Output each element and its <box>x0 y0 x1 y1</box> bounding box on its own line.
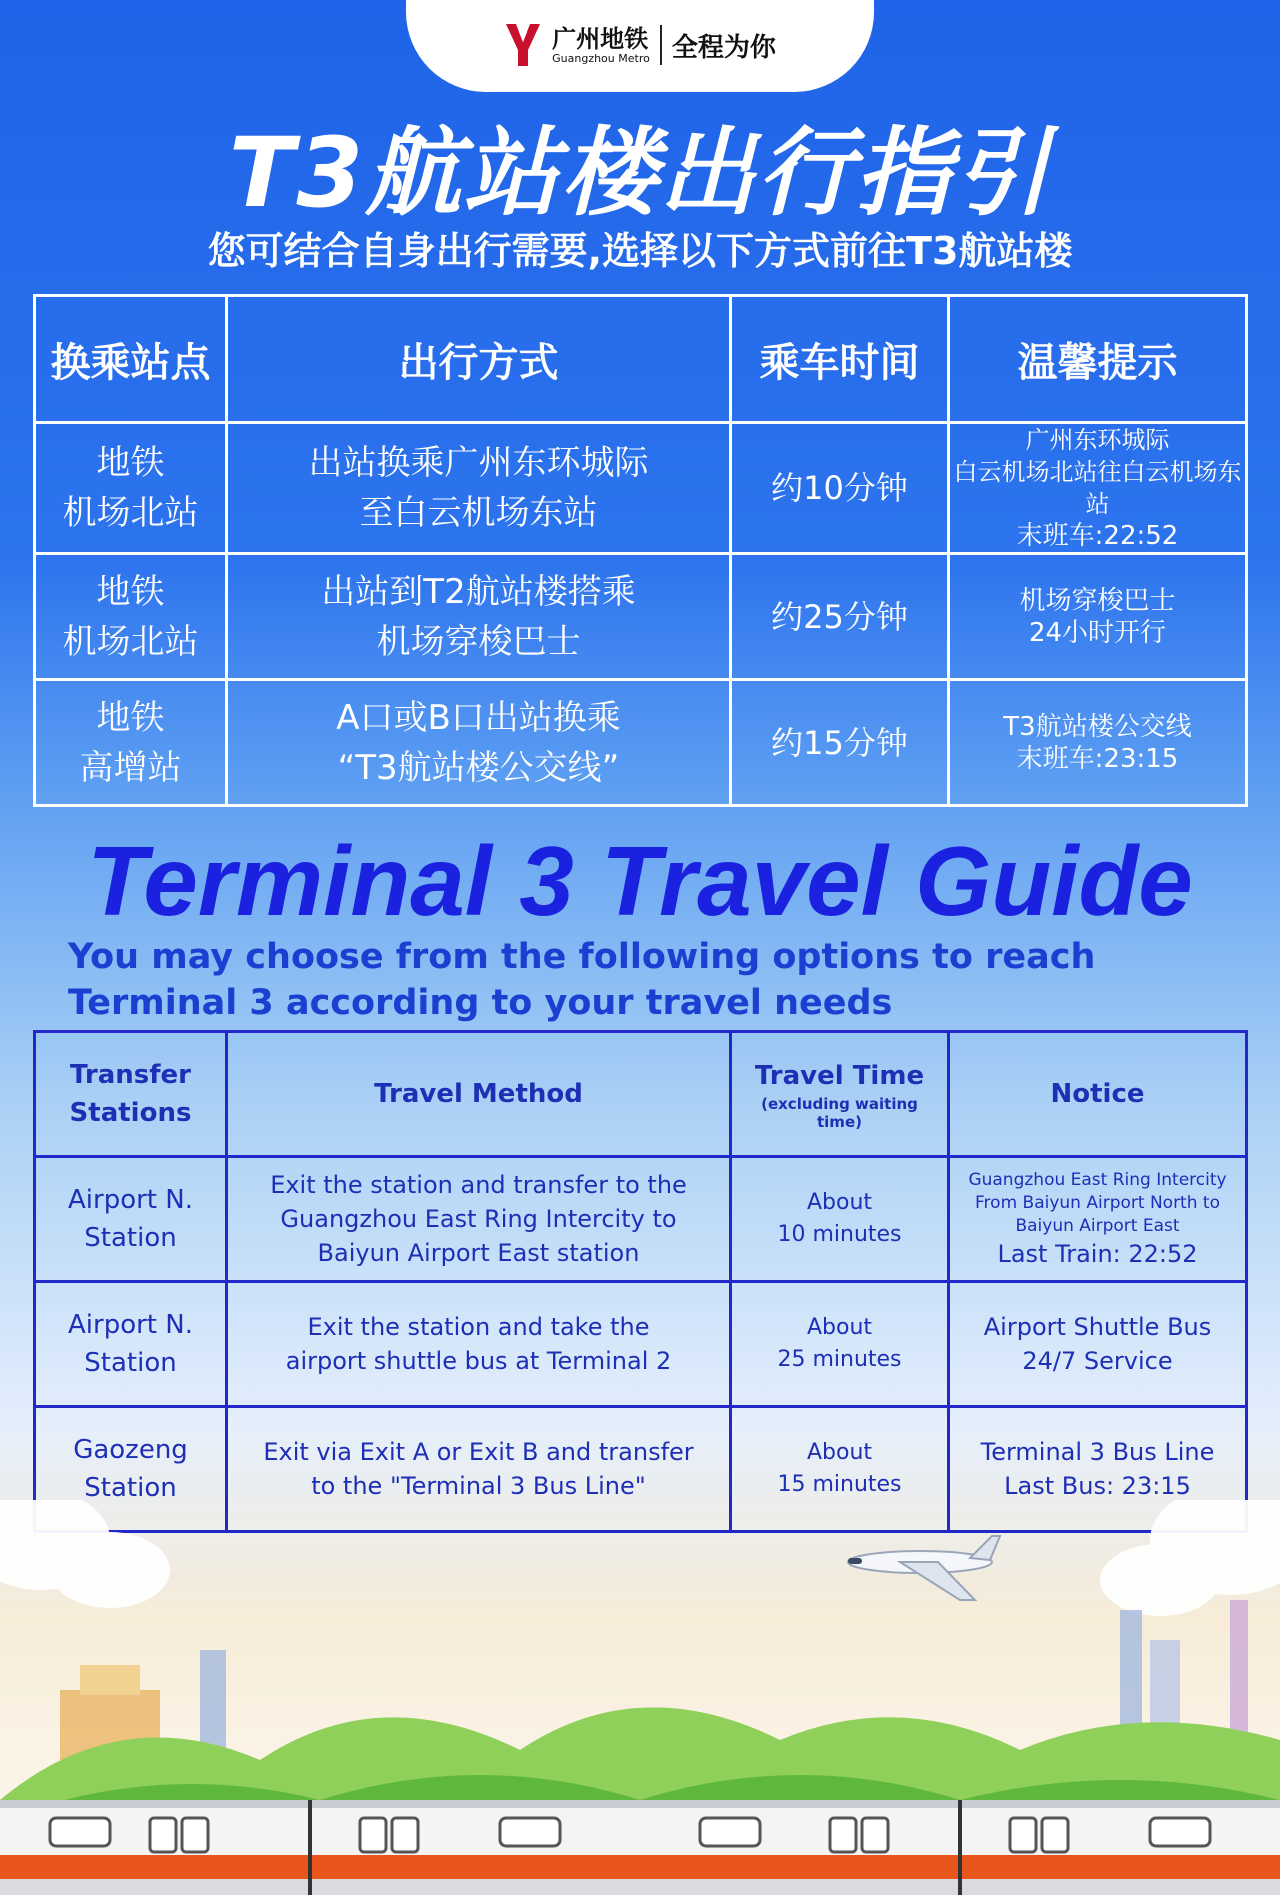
notice-line: 广州东环城际 <box>1025 426 1170 454</box>
notice-line: From Baiyun Airport North to <box>975 1192 1220 1213</box>
header-time <box>731 1032 949 1157</box>
travel-table-cn <box>33 294 1248 807</box>
notice-line: Airport Shuttle Bus <box>983 1313 1212 1341</box>
header-station-line: Transfer <box>70 1060 191 1090</box>
header-notice: 温馨提示 <box>949 296 1247 423</box>
station-cell <box>35 1282 227 1407</box>
table-header-row <box>35 296 1247 423</box>
method-line: to the "Terminal 3 Bus Line" <box>311 1472 646 1500</box>
time-cell: 约10分钟 <box>731 423 949 554</box>
notice-cell <box>949 680 1247 806</box>
header-station-line: Stations <box>69 1098 192 1128</box>
cloud-icon <box>0 1500 1280 1616</box>
method-cell <box>227 423 731 554</box>
notice-line: 机场穿梭巴士 <box>1019 585 1176 616</box>
method-cell <box>227 554 731 680</box>
notice-line: 白云机场北站往白云机场东站 <box>953 458 1242 518</box>
logo-divider <box>660 25 662 65</box>
time-line: About <box>806 1315 873 1340</box>
notice-line: 24小时开行 <box>1028 617 1167 648</box>
table-header-row <box>35 1032 1247 1157</box>
notice-line: 末班车:22:52 <box>1016 521 1179 551</box>
table-row <box>35 1282 1247 1407</box>
station-line: 地铁 <box>96 443 165 483</box>
notice-line: 24/7 Service <box>1022 1347 1173 1375</box>
station-line: 机场北站 <box>62 493 199 533</box>
station-line: Airport N. <box>68 1310 193 1340</box>
city-scenery-illustration <box>0 1500 1280 1895</box>
station-line: 高增站 <box>79 747 182 788</box>
method-line: Guangzhou East Ring Intercity to <box>280 1205 677 1233</box>
method-line: 出站换乘广州东环城际 <box>308 443 649 483</box>
header-notice: Notice <box>949 1032 1247 1157</box>
station-line: Station <box>84 1223 177 1253</box>
method-line: “T3航站楼公交线” <box>337 747 620 788</box>
notice-line: Terminal 3 Bus Line <box>980 1438 1215 1466</box>
time-line: About <box>806 1190 873 1215</box>
notice-line: 末班车:23:15 <box>1016 743 1179 774</box>
method-line: 至白云机场东站 <box>359 493 598 533</box>
method-cell <box>227 1157 731 1282</box>
station-line: Station <box>84 1348 177 1378</box>
travel-table-en <box>33 1030 1248 1533</box>
header-method: 出行方式 <box>227 296 731 423</box>
station-line: Airport N. <box>68 1185 193 1215</box>
brand-name-en: Guangzhou Metro <box>552 51 650 65</box>
notice-line: Baiyun Airport East <box>1015 1215 1180 1236</box>
station-line: 地铁 <box>96 697 165 738</box>
time-cell <box>731 1282 949 1407</box>
notice-cell <box>949 1157 1247 1282</box>
method-cell <box>227 680 731 806</box>
header-time-sub: (excluding waiting time) <box>761 1095 918 1131</box>
method-line: 机场穿梭巴士 <box>376 621 581 662</box>
subtitle-en: You may choose from the following options to reach Terminal 3 according to your travel needs <box>68 937 1096 1023</box>
title-en: Terminal 3 Travel Guide <box>87 826 1193 936</box>
station-line: Gaozeng <box>73 1435 188 1465</box>
station-cell <box>35 1157 227 1282</box>
header-station <box>35 1032 227 1157</box>
title-cn: T3航站楼出行指引 <box>228 117 1052 229</box>
header-time: 乘车时间 <box>731 296 949 423</box>
airplane-icon <box>848 1536 1000 1600</box>
method-line: Exit via Exit A or Exit B and transfer <box>263 1438 694 1466</box>
time-cell: 约25分钟 <box>731 554 949 680</box>
time-cell: 约15分钟 <box>731 680 949 806</box>
station-cell <box>35 554 227 680</box>
notice-cell <box>949 554 1247 680</box>
method-line: Exit the station and transfer to the <box>270 1171 687 1199</box>
time-line: About <box>806 1440 873 1465</box>
notice-line: Last Bus: 23:15 <box>1004 1472 1191 1500</box>
method-line: Exit the station and take the <box>307 1313 650 1341</box>
method-line: Baiyun Airport East station <box>317 1239 640 1267</box>
table-row <box>35 680 1247 806</box>
metro-train-icon <box>0 1800 1280 1895</box>
method-cell <box>227 1282 731 1407</box>
table-row <box>35 554 1247 680</box>
time-line: 25 minutes <box>777 1347 902 1372</box>
notice-cell <box>949 423 1247 554</box>
logo-header <box>406 0 874 92</box>
header-method: Travel Method <box>227 1032 731 1157</box>
subtitle-cn: 您可结合自身出行需要,选择以下方式前往T3航站楼 <box>207 229 1073 273</box>
table-row <box>35 423 1247 554</box>
brand-name-cn: 广州地铁 <box>552 24 649 53</box>
method-line: airport shuttle bus at Terminal 2 <box>285 1347 672 1375</box>
station-cell <box>35 423 227 554</box>
logo-slogan: 全程为你 <box>671 32 776 63</box>
notice-line: Last Train: 22:52 <box>997 1239 1198 1268</box>
header-time-label: Travel Time <box>754 1061 925 1091</box>
station-cell <box>35 680 227 806</box>
method-line: A口或B口出站换乘 <box>336 697 621 738</box>
station-line: Station <box>84 1473 177 1503</box>
station-line: 地铁 <box>96 571 165 612</box>
notice-line: Guangzhou East Ring Intercity <box>968 1169 1227 1190</box>
table-row <box>35 1157 1247 1282</box>
time-line: 10 minutes <box>777 1222 902 1247</box>
time-cell <box>731 1157 949 1282</box>
header-station: 换乘站点 <box>35 296 227 423</box>
notice-line: T3航站楼公交线 <box>1003 711 1192 742</box>
logo-brand <box>552 26 650 65</box>
guangzhou-metro-logo-icon <box>504 22 542 68</box>
method-line: 出站到T2航站楼搭乘 <box>321 571 636 612</box>
time-line: 15 minutes <box>777 1472 902 1497</box>
notice-cell <box>949 1282 1247 1407</box>
station-line: 机场北站 <box>62 621 199 662</box>
